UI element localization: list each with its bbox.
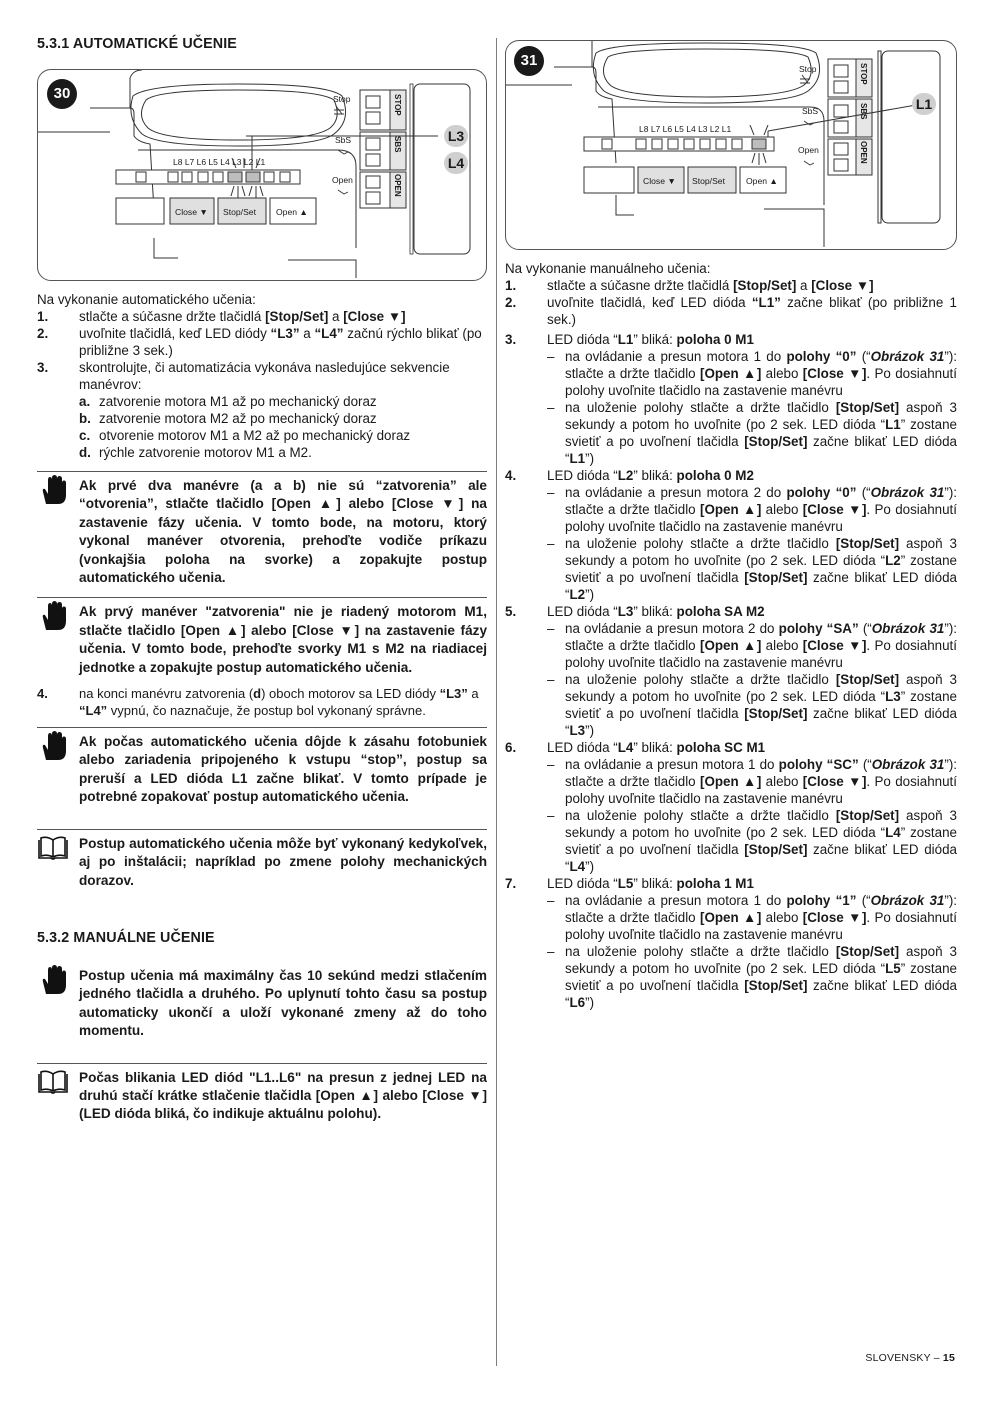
block-stop: STOP — [859, 63, 868, 85]
auto-step-2 — [37, 325, 487, 359]
auto-step-4-list — [37, 685, 487, 719]
hand-stop-icon — [37, 730, 69, 762]
btn-close: Close ▼ — [175, 207, 208, 217]
warning-note-2 — [37, 597, 487, 677]
led-name: L5 — [885, 961, 901, 976]
action-text: . Po dosiahnutí polohy uvoľnite tlačidlo na zastavenie manévru — [565, 638, 957, 670]
step-text: a — [299, 326, 315, 341]
action-text: ”): stlačte a držte tlačidlo — [565, 349, 957, 381]
footer-language: SLOVENSKY – — [865, 1352, 943, 1364]
action-text: alebo — [761, 910, 803, 925]
key-close: [Close ▼] — [802, 502, 867, 517]
step-text: LED dióda “ — [547, 332, 618, 347]
action-text: začne blikať LED dióda “ — [565, 978, 957, 1010]
hand-stop-icon — [37, 964, 69, 996]
action-text: aspoň 3 sekundy a potom ho uvoľnite (po 2 sek. LED dióda “ — [565, 672, 957, 704]
key-stopset: [Stop/Set] — [744, 978, 808, 993]
position-name: poloha 0 M1 — [676, 332, 754, 347]
key-stopset: [Stop/Set] — [744, 570, 808, 585]
manual-led-step — [505, 331, 957, 467]
move-action — [547, 892, 957, 943]
figure-ref: Obrázok 31 — [870, 893, 945, 908]
section-532-title: 5.3.2 MANUÁLNE UČENIE — [37, 929, 215, 946]
action-text: alebo — [761, 366, 803, 381]
key-stopset: [Stop/Set] — [744, 706, 808, 721]
action-text: ” zostane svietiť a po uvoľnení tlačidla — [565, 553, 957, 585]
note-text: Ak prvý manéver "zatvorenia" nie je riadený motorom M1, stlačte tlačidlo [Open ▲] alebo [Close ▼] na zastavenie fázy učenia. V tomto bode, prehoďte svorky M1 s M2 na riadiacej jednotke a zopakujte postup automatického učenia. — [79, 604, 487, 675]
key-open: [Open ▲] — [699, 366, 762, 381]
action-text: ”) — [585, 859, 595, 874]
note-text: Ak prvé dva manévre (a a b) nie sú “zatvorenia” ale “otvorenia”, stlačte tlačidlo [Open ▲] alebo [Close ▼] na zastavenie fázy učenia. V tomto bode, na motoru, ktorý vykonal manéver otvorenia, prehoďte vodiče príkazu (vonkajšia poloha na svorke) a zopakujte postup automatického učenia. — [79, 478, 487, 586]
step-number: 5. — [505, 604, 517, 619]
key-stopset: [Stop/Set] — [265, 309, 329, 324]
figure-ref: Obrázok 31 — [871, 621, 945, 636]
step-text: a — [328, 309, 344, 324]
action-text: . Po dosiahnutí polohy uvoľnite tlačidlo na zastavenie manévru — [565, 774, 957, 806]
manual-led-step — [505, 603, 957, 739]
position-name: poloha SC M1 — [676, 740, 766, 755]
step-number: 4. — [505, 468, 517, 483]
action-text: aspoň 3 sekundy a potom ho uvoľnite (po 2 sek. LED dióda “ — [565, 944, 957, 976]
btn-stopset: Stop/Set — [223, 207, 256, 217]
key-open: [Open ▲] — [699, 638, 762, 653]
control-unit-drawing-31 — [506, 41, 956, 249]
ref-d: d — [253, 686, 262, 702]
key-stopset: [Stop/Set] — [835, 400, 900, 415]
info-note-2 — [37, 1063, 487, 1124]
key-open: [Open ▲] — [699, 910, 762, 925]
step-number: 6. — [505, 740, 517, 755]
item-letter: b. — [79, 411, 91, 426]
target-position: polohy “0” — [786, 485, 857, 500]
left-column — [37, 34, 487, 1124]
action-text: (“ — [856, 893, 871, 908]
note-text: Ak počas automatického učenia dôjde k zásahu fotobuniek alebo zariadenia pripojeného k vstupu “stop”, postup sa preruší a LED dióda L1 začne blikať. V tomto prípade je potrebné zopakovať postup automatického učenia. — [79, 734, 487, 805]
step-text: na konci manévru zatvorenia ( — [79, 686, 254, 702]
block-sbs: SBS — [393, 136, 402, 153]
item-text: zatvorenie motora M2 až po mechanický doraz — [99, 411, 377, 426]
action-text: do — [755, 757, 779, 772]
step-text: začnú rýchlo blikať (po približne 3 sek.) — [79, 326, 482, 358]
motor-number: 1 — [753, 349, 762, 364]
sequence-list — [79, 393, 487, 461]
action-text: (“ — [858, 621, 872, 636]
note-text: Počas blikania LED diód "L1..L6" na presun z jednej LED na druhú stačí krátke stlačenie tlačidla [Open ▲] alebo [Close ▼] (LED dióda bliká, čo indikuje aktuálnu polohu). — [79, 1069, 487, 1122]
motor-number: 2 — [753, 485, 762, 500]
right-column — [505, 40, 957, 1011]
action-text: (“ — [856, 349, 871, 364]
led-position-steps — [505, 331, 957, 1011]
step-text: ” bliká: — [633, 604, 677, 619]
step-text: a — [796, 278, 812, 293]
position-name: poloha SA M2 — [676, 604, 765, 619]
manual-led-step — [505, 467, 957, 603]
key-close: [Close ▼] — [343, 309, 406, 324]
figure-ref: Obrázok 31 — [870, 349, 945, 364]
item-text: rýchle zatvorenie motorov M1 a M2. — [99, 445, 312, 460]
step-text: ” bliká: — [633, 332, 677, 347]
action-text: na uloženie polohy stlačte a držte tlačidlo — [565, 400, 836, 415]
auto-steps — [37, 308, 487, 461]
step-number: 2. — [37, 326, 49, 341]
action-text: alebo — [761, 502, 803, 517]
key-close: [Close ▼] — [802, 366, 867, 381]
next-led-name: L4 — [569, 859, 586, 874]
label-open: Open — [332, 175, 353, 185]
save-action — [547, 807, 957, 875]
figure-31-number-text: 31 — [520, 52, 538, 69]
key-close: [Close ▼] — [802, 638, 867, 653]
motor-number: 2 — [748, 621, 756, 636]
action-text: ”) — [585, 451, 595, 466]
manual-step-2 — [505, 294, 957, 328]
led-name: L2 — [885, 553, 901, 568]
save-action — [547, 535, 957, 603]
step-number: 4. — [37, 686, 48, 702]
led-labels: L8 L7 L6 L5 L4 L3 L2 L1 — [173, 157, 266, 167]
note-text: Postup automatického učenia môže byť vykonaný kedykoľvek, aj po inštalácii; napríklad po zmene polohy mechanických dorazov. — [79, 835, 487, 888]
manual-steps — [505, 277, 957, 328]
action-text: (“ — [856, 485, 871, 500]
led-l1: “L1” — [751, 295, 781, 310]
warning-note-3 — [37, 727, 487, 807]
step-text: stlačte a súčasne držte tlačidlá — [79, 309, 266, 324]
step-text: stlačte a súčasne držte tlačidlá — [547, 278, 734, 293]
action-text: . Po dosiahnutí polohy uvoľnite tlačidlo na zastavenie manévru — [565, 502, 957, 534]
sequence-item — [79, 410, 487, 427]
key-close: [Close ▼] — [802, 910, 867, 925]
step-number: 7. — [505, 876, 517, 891]
action-text: ”) — [585, 587, 595, 602]
manual-step-1 — [505, 277, 957, 294]
action-text: ”): stlačte a držte tlačidlo — [565, 621, 957, 653]
column-divider — [496, 38, 497, 1366]
step-text: ) oboch motorov sa LED diódy — [261, 686, 440, 702]
page-footer — [865, 1350, 955, 1367]
move-action — [547, 348, 957, 399]
step-text: vypnú, čo naznačuje, že postup bol vykonaný správne. — [107, 703, 426, 719]
auto-step-1 — [37, 308, 487, 325]
warning-note-4 — [37, 962, 487, 1041]
figure-30-number — [47, 79, 77, 109]
led-l3: “L3” — [439, 686, 468, 702]
step-text: LED dióda “ — [547, 604, 618, 619]
warning-note-1 — [37, 471, 487, 587]
sequence-item — [79, 393, 487, 410]
led-labels: L8 L7 L6 L5 L4 L3 L2 L1 — [639, 124, 732, 134]
figure-31 — [505, 40, 957, 250]
action-text: do — [761, 485, 787, 500]
key-close: [Close ▼] — [802, 774, 867, 789]
action-text: na ovládanie a presun motora — [565, 893, 754, 908]
key-stopset: [Stop/Set] — [835, 808, 900, 823]
key-close: [Close ▼] — [811, 278, 874, 293]
manual-procedure — [505, 260, 957, 1011]
position-name: poloha 0 M2 — [676, 468, 754, 483]
action-text: ” zostane svietiť a po uvoľnení tlačidla — [565, 689, 957, 721]
move-action — [547, 620, 957, 671]
label-stop: Stop — [333, 94, 351, 104]
step-text: LED dióda “ — [547, 468, 618, 483]
figure-ref: Obrázok 31 — [870, 485, 945, 500]
step-text: LED dióda “ — [547, 876, 618, 891]
step-number: 3. — [37, 360, 49, 375]
action-text: ”): stlačte a držte tlačidlo — [565, 757, 957, 789]
step-actions — [547, 620, 957, 739]
action-text: začne blikať LED dióda “ — [565, 434, 957, 466]
action-text: alebo — [761, 638, 803, 653]
move-action — [547, 756, 957, 807]
action-text: aspoň 3 sekundy a potom ho uvoľnite (po 2 sek. LED dióda “ — [565, 808, 957, 840]
step-text: uvoľnite tlačidlá, keď LED diódy — [79, 326, 271, 341]
step-actions — [547, 348, 957, 467]
label-sbs: SbS — [335, 135, 352, 145]
item-letter: a. — [79, 394, 91, 409]
step-number: 1. — [37, 309, 49, 324]
action-text: ” zostane svietiť a po uvoľnení tlačidla — [565, 825, 957, 857]
btn-open: Open ▲ — [276, 207, 308, 217]
step-text: uvoľnite tlačidlá, keď LED dióda — [547, 295, 752, 310]
action-text: na uloženie polohy stlačte a držte tlačidlo — [565, 672, 836, 687]
action-text: . Po dosiahnutí polohy uvoľnite tlačidlo na zastavenie manévru — [565, 910, 957, 942]
action-text: začne blikať LED dióda “ — [565, 706, 957, 738]
step-number: 1. — [505, 278, 517, 293]
step-actions — [547, 892, 957, 1011]
action-text: ” zostane svietiť a po uvoľnení tlačidla — [565, 961, 957, 993]
callout-l1: L1 — [912, 93, 936, 115]
step-text: LED dióda “ — [547, 740, 618, 755]
figure-30-number-text: 30 — [53, 85, 71, 102]
action-text: na uloženie polohy stlačte a držte tlačidlo — [565, 944, 836, 959]
target-position: polohy “1” — [786, 893, 857, 908]
position-name: poloha 1 M1 — [676, 876, 754, 891]
callout-l4: L4 — [444, 152, 468, 174]
btn-open: Open ▲ — [746, 176, 778, 186]
action-text: aspoň 3 sekundy a potom ho uvoľnite (po 2 sek. LED dióda “ — [565, 400, 957, 432]
label-stop: Stop — [799, 64, 817, 74]
action-text: alebo — [761, 774, 803, 789]
key-stopset: [Stop/Set] — [744, 842, 808, 857]
action-text: začne blikať LED dióda “ — [565, 842, 957, 874]
motor-number: 1 — [753, 893, 762, 908]
action-text: na uloženie polohy stlačte a držte tlačidlo — [565, 808, 836, 823]
target-position: polohy “SC” — [778, 757, 859, 772]
step-text: ” bliká: — [633, 468, 677, 483]
key-stopset: [Stop/Set] — [835, 672, 900, 687]
led-name: L4 — [885, 825, 901, 840]
action-text: na ovládanie a presun motora — [565, 349, 754, 364]
action-text: do — [761, 893, 787, 908]
sequence-item — [79, 427, 487, 444]
block-open: OPEN — [393, 174, 402, 197]
item-letter: c. — [79, 428, 91, 443]
action-text: ”): stlačte a držte tlačidlo — [565, 485, 957, 517]
next-led-name: L1 — [569, 451, 586, 466]
key-open: [Open ▲] — [699, 502, 762, 517]
next-led-name: L2 — [569, 587, 586, 602]
action-text: na ovládanie a presun motora — [565, 757, 748, 772]
next-led-name: L3 — [569, 723, 586, 738]
key-stopset: [Stop/Set] — [733, 278, 797, 293]
manual-led-step — [505, 875, 957, 1011]
led-name: L2 — [617, 468, 634, 483]
step-text: ” bliká: — [633, 876, 677, 891]
manual-led-step — [505, 739, 957, 875]
action-text: ”) — [585, 723, 595, 738]
item-letter: d. — [79, 445, 91, 460]
action-text: do — [761, 349, 787, 364]
auto-step-3 — [37, 359, 487, 461]
sequence-item — [79, 444, 487, 461]
book-icon — [37, 832, 69, 864]
led-name: L1 — [617, 332, 634, 347]
save-action — [547, 671, 957, 739]
step-text: ” bliká: — [633, 740, 677, 755]
step-actions — [547, 484, 957, 603]
key-stopset: [Stop/Set] — [835, 536, 900, 551]
key-stopset: [Stop/Set] — [744, 434, 808, 449]
led-name: L3 — [617, 604, 634, 619]
step-text: skontrolujte, či automatizácia vykonáva nasledujúce sekvencie manévrov: — [79, 360, 450, 392]
section-531-title: 5.3.1 AUTOMATICKÉ UČENIE — [37, 36, 237, 52]
block-sbs: SBS — [859, 103, 868, 120]
key-stopset: [Stop/Set] — [835, 944, 900, 959]
auto-intro: Na vykonanie automatického učenia: — [37, 292, 256, 307]
label-open: Open — [798, 145, 819, 155]
action-text: na ovládanie a presun motora — [565, 621, 748, 636]
step-actions — [547, 756, 957, 875]
target-position: polohy “0” — [786, 349, 857, 364]
led-l3: “L3” — [270, 326, 300, 341]
figure-ref: Obrázok 31 — [871, 757, 945, 772]
step-text: začne blikať (po približne 1 sek.) — [547, 295, 957, 327]
step-number: 2. — [505, 295, 517, 310]
led-l4: “L4” — [79, 703, 108, 719]
key-open: [Open ▲] — [699, 774, 762, 789]
figure-30 — [37, 69, 487, 281]
book-icon — [37, 1066, 69, 1098]
action-text: na ovládanie a presun motora — [565, 485, 754, 500]
page-number: 15 — [942, 1352, 955, 1364]
action-text: ”) — [585, 995, 595, 1010]
block-open: OPEN — [859, 141, 868, 164]
label-sbs: SbS — [802, 106, 819, 116]
led-name: L4 — [617, 740, 634, 755]
step-number: 3. — [505, 332, 517, 347]
block-stop: STOP — [393, 94, 402, 116]
save-action — [547, 399, 957, 467]
btn-close: Close ▼ — [643, 176, 676, 186]
callout-l3: L3 — [444, 125, 468, 147]
move-action — [547, 484, 957, 535]
item-text: zatvorenie motora M1 až po mechanický doraz — [99, 394, 377, 409]
led-name: L5 — [617, 876, 634, 891]
hand-stop-icon — [37, 600, 69, 632]
hand-stop-icon — [37, 474, 69, 506]
btn-stopset: Stop/Set — [692, 176, 725, 186]
led-name: L3 — [885, 689, 901, 704]
action-text: na uloženie polohy stlačte a držte tlačidlo — [565, 536, 836, 551]
target-position: polohy “SA” — [778, 621, 859, 636]
action-text: ”): stlačte a držte tlačidlo — [565, 893, 957, 925]
action-text: (“ — [858, 757, 872, 772]
control-unit-drawing-30 — [38, 70, 486, 280]
action-text: do — [755, 621, 779, 636]
led-name: L1 — [885, 417, 901, 432]
action-text: aspoň 3 sekundy a potom ho uvoľnite (po 2 sek. LED dióda “ — [565, 536, 957, 568]
action-text: začne blikať LED dióda “ — [565, 570, 957, 602]
next-led-name: L6 — [569, 995, 586, 1010]
auto-step-4 — [37, 685, 487, 719]
step-text: a — [467, 686, 479, 702]
figure-31-number — [514, 46, 544, 76]
info-note-1 — [37, 829, 487, 890]
action-text: . Po dosiahnutí polohy uvoľnite tlačidlo na zastavenie manévru — [565, 366, 957, 398]
motor-number: 1 — [748, 757, 756, 772]
led-l4: “L4” — [314, 326, 344, 341]
manual-intro: Na vykonanie manuálneho učenia: — [505, 261, 711, 276]
item-text: otvorenie motorov M1 a M2 až po mechanický doraz — [99, 428, 411, 443]
note-text: Postup učenia má maximálny čas 10 sekúnd medzi stlačením jedného tlačidla a druhého. Po uplynutí tohto času sa postup automaticky ukončí a uloží vykonané zmeny až do toho momentu. — [79, 967, 487, 1039]
action-text: ” zostane svietiť a po uvoľnení tlačidla — [565, 417, 957, 449]
save-action — [547, 943, 957, 1011]
